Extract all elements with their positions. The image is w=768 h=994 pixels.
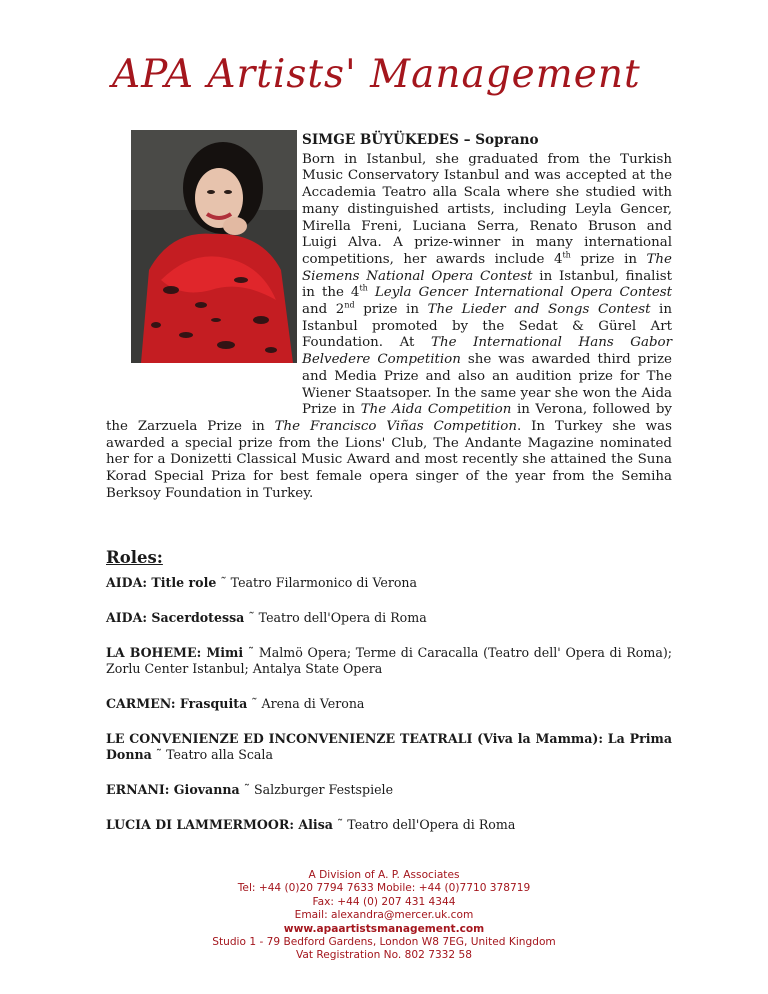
footer-address: Studio 1 - 79 Bedford Gardens, London W8 7EG, United Kingdom	[212, 936, 556, 949]
footer-vat: Vat Registration No. 802 7332 58	[295, 949, 473, 962]
artist-heading: SIMGE BÜYÜKEDES – Soprano	[302, 132, 539, 148]
company-footer	[0, 869, 768, 963]
footer-email[interactable]: Email: alexandra@mercer.uk.com	[294, 909, 474, 922]
footer-fax: Fax: +44 (0) 207 431 4344	[312, 895, 456, 908]
role-item: LE CONVENIENZE ED INCONVENIENZE TEATRALI (Viva la Mamma): La Prima Donna ˜ Teatro alla Scala	[106, 731, 672, 762]
role-item: ERNANI: Giovanna ˜ Salzburger Festspiele	[106, 782, 394, 797]
footer-website-link[interactable]: www.apaartistsmanagement.com	[283, 922, 485, 935]
role-item: LA BOHEME: Mimi ˜ Malmö Opera; Terme di Caracalla (Teatro dell' Opera di Roma); Zorlu Center Istanbul; Antalya State Opera	[106, 645, 672, 676]
biography-section	[106, 132, 672, 502]
role-item: CARMEN: Frasquita ˜ Arena di Verona	[106, 696, 365, 711]
role-item: AIDA: Title role ˜ Teatro Filarmonico di Verona	[106, 575, 418, 590]
roles-heading: Roles:	[106, 548, 163, 567]
role-item: LUCIA DI LAMMERMOOR: Alisa ˜ Teatro dell'Opera di Roma	[106, 817, 516, 832]
biography-text: Born in Istanbul, she graduated from the Turkish Music Conservatory Istanbul and was accepted at the Accademia Teatro alla Scala where she studied with many distinguished artists, including Leyla Gencer, Mirella Freni, Luciana Serra, Renato Bruson and Luigi Alva. A prize-winner in many international competitions, her awards include 4th prize in The Siemens National Opera Contest in Istanbul, finalist in the 4th Leyla Gencer International Opera Contest and 2nd prize in The Lieder and Songs Contest in Istanbul promoted by the Sedat & Gürel Art Foundation. At The International Hans Gabor Belvedere Competition she was awarded third prize and Media Prize and also an audition prize for The Wiener Staatsoper. In the same year she won the Aida Prize in The Aida Competition in Verona, followed by the Zarzuela Prize in The Francisco Viñas Competition. In Turkey she was awarded a special prize from the Lions' Club, The Andante Magazine nominated her for a Donizetti Classical Music Award and most recently she attained the Suna Korad Special Priza for best female opera singer of the year from the Semiha Berksoy Foundation in Turkey.	[106, 151, 673, 501]
footer-division: A Division of A. P. Associates	[308, 869, 460, 881]
roles-list	[106, 575, 672, 852]
role-item: AIDA: Sacerdotessa ˜ Teatro dell'Opera di Roma	[106, 610, 427, 625]
footer-phone: Tel: +44 (0)20 7794 7633 Mobile: +44 (0)7710 378719	[237, 882, 531, 895]
company-logo: APA Artists' Management	[112, 52, 641, 97]
